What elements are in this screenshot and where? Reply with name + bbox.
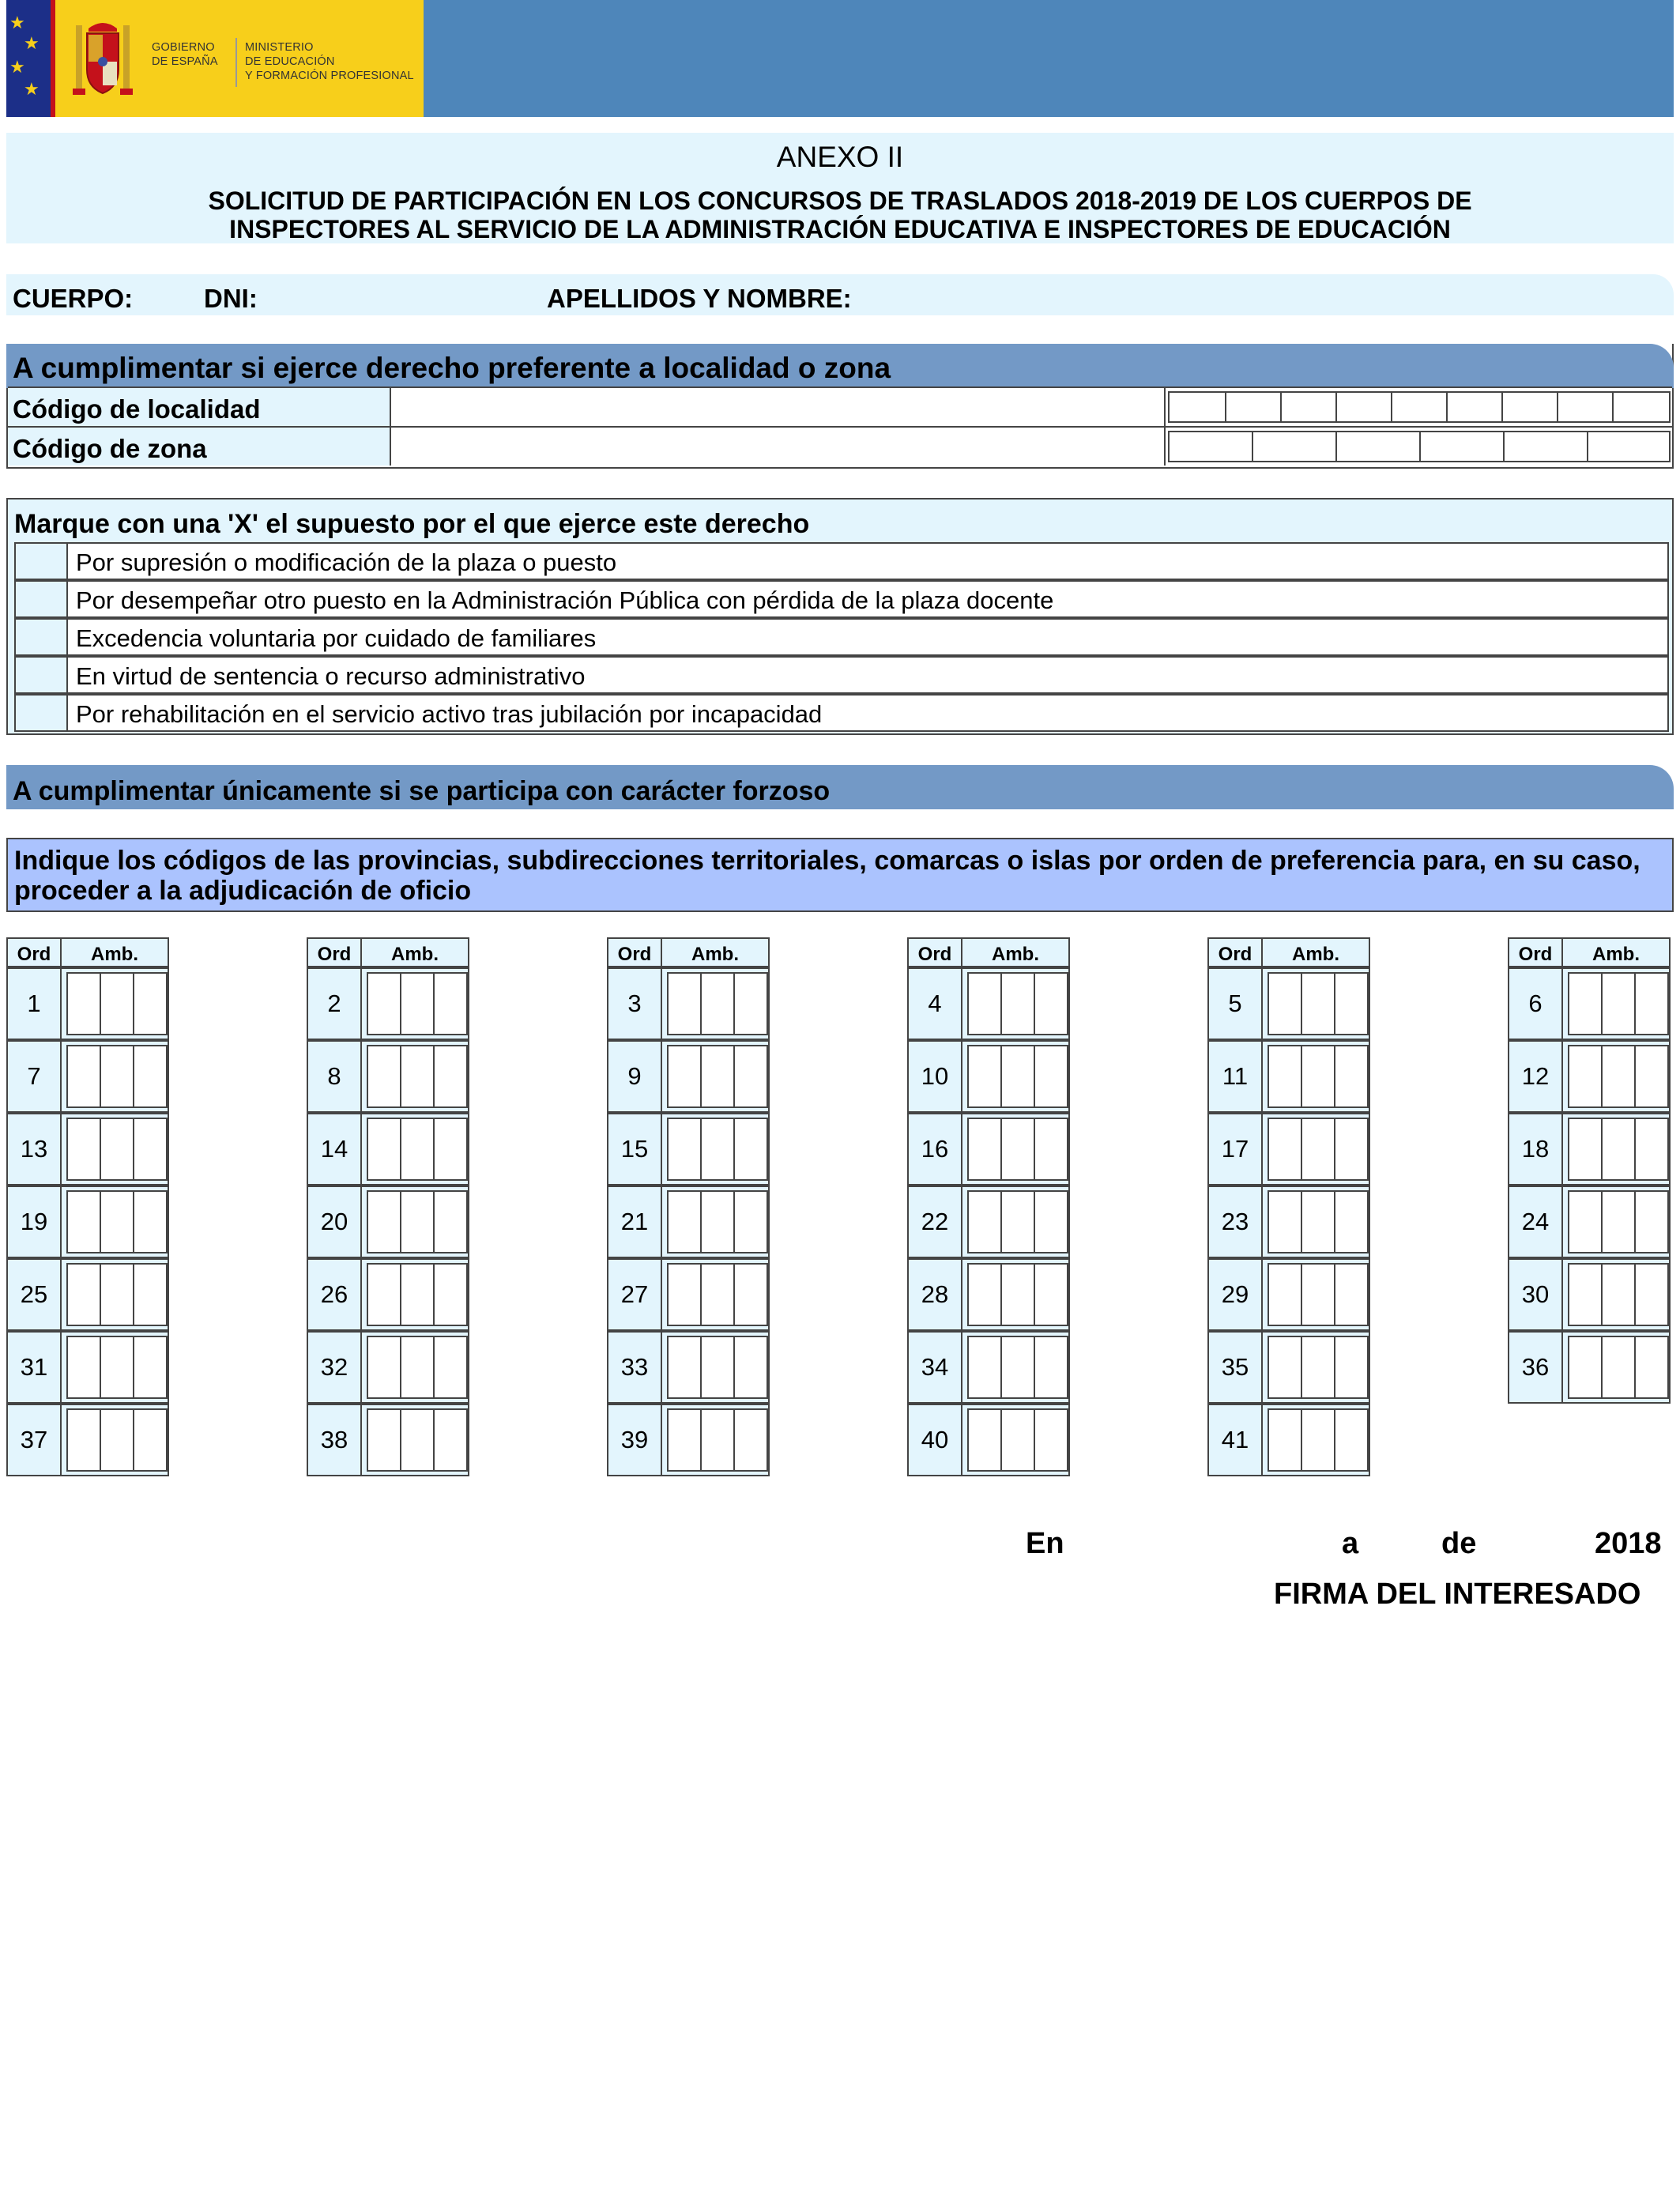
preference-number: 7 — [8, 1042, 62, 1111]
amb-header: Amb. — [91, 944, 138, 965]
supuesto-checkbox[interactable] — [16, 658, 68, 692]
supuesto-option — [14, 656, 1669, 694]
preference-number: 12 — [1509, 1042, 1563, 1111]
supuesto-checkbox[interactable] — [16, 620, 68, 654]
zona-code-boxes[interactable] — [1168, 431, 1671, 462]
amb-code-boxes[interactable] — [667, 972, 768, 1035]
supuesto-option-label: Excedencia voluntaria por cuidado de familiares — [68, 620, 1667, 654]
localidad-row — [8, 386, 1672, 426]
ministry-line-1: MINISTERIO — [245, 41, 314, 54]
cuerpo-label: CUERPO: — [13, 284, 134, 313]
preference-cell — [1508, 1186, 1671, 1258]
grid-column-header — [907, 937, 1070, 967]
supuesto-option — [14, 618, 1669, 656]
preference-number: 20 — [308, 1187, 362, 1257]
supuesto-option — [14, 580, 1669, 618]
amb-code-boxes[interactable] — [1268, 972, 1369, 1035]
preference-number: 2 — [308, 969, 362, 1039]
amb-code-boxes[interactable] — [967, 1263, 1068, 1326]
amb-code-boxes[interactable] — [66, 1118, 168, 1181]
preference-number: 22 — [909, 1187, 962, 1257]
signature-year: 2018 — [1595, 1527, 1662, 1560]
preference-number: 21 — [608, 1187, 662, 1257]
zona-label: Código de zona — [8, 428, 391, 466]
grid-column-header — [307, 937, 469, 967]
preference-cell — [307, 967, 469, 1040]
preference-cell — [1207, 1331, 1370, 1404]
localidad-code-boxes[interactable] — [1168, 391, 1671, 423]
grid-column-header — [6, 937, 169, 967]
preference-cell — [607, 1331, 770, 1404]
preference-cell — [6, 1113, 169, 1186]
signature-en: En — [1026, 1527, 1064, 1560]
preference-number: 36 — [1509, 1333, 1563, 1402]
preference-cell — [1207, 967, 1370, 1040]
supuesto-option-label: En virtud de sentencia o recurso administrativo — [68, 658, 1667, 692]
gov-line-2: DE ESPAÑA — [152, 55, 218, 68]
amb-code-boxes[interactable] — [66, 1045, 168, 1108]
amb-header: Amb. — [1592, 944, 1640, 965]
ministry-line-2: DE EDUCACIÓN — [245, 55, 335, 68]
preference-cell — [607, 1404, 770, 1476]
preference-cell — [6, 1258, 169, 1331]
amb-header: Amb. — [1292, 944, 1339, 965]
preference-cell — [607, 967, 770, 1040]
preference-number: 28 — [909, 1260, 962, 1329]
dni-label: DNI: — [204, 284, 258, 313]
preference-cell — [1207, 1258, 1370, 1331]
amb-code-boxes[interactable] — [1268, 1336, 1369, 1399]
amb-code-boxes[interactable] — [967, 972, 1068, 1035]
amb-code-boxes[interactable] — [667, 1336, 768, 1399]
amb-code-boxes[interactable] — [1568, 1336, 1669, 1399]
preference-cell — [6, 1040, 169, 1113]
preference-cell — [1207, 1040, 1370, 1113]
amb-code-boxes[interactable] — [367, 1118, 468, 1181]
ord-header: Ord — [608, 939, 662, 966]
ord-header: Ord — [1209, 939, 1263, 966]
preference-number: 6 — [1509, 969, 1563, 1039]
amb-code-boxes[interactable] — [1268, 1190, 1369, 1253]
preference-cell — [307, 1040, 469, 1113]
preferente-header — [6, 344, 1674, 388]
amb-code-boxes[interactable] — [967, 1336, 1068, 1399]
preference-number: 14 — [308, 1114, 362, 1184]
header-banner — [6, 0, 1674, 117]
amb-code-boxes[interactable] — [66, 1336, 168, 1399]
amb-code-boxes[interactable] — [1568, 1263, 1669, 1326]
preference-cell — [1508, 1113, 1671, 1186]
amb-code-boxes[interactable] — [967, 1118, 1068, 1181]
forzoso-header — [6, 765, 1674, 809]
amb-code-boxes[interactable] — [1268, 1045, 1369, 1108]
localidad-field[interactable] — [391, 388, 1166, 426]
preference-cell — [907, 1331, 1070, 1404]
amb-code-boxes[interactable] — [367, 1045, 468, 1108]
amb-code-boxes[interactable] — [1568, 972, 1669, 1035]
signature-de: de — [1441, 1527, 1477, 1560]
preference-number: 8 — [308, 1042, 362, 1111]
preference-number: 37 — [8, 1405, 62, 1475]
preference-number: 41 — [1209, 1405, 1263, 1475]
title-panel — [6, 133, 1674, 243]
preference-cell — [607, 1113, 770, 1186]
amb-code-boxes[interactable] — [667, 1263, 768, 1326]
preference-cell — [907, 1040, 1070, 1113]
grid-column-header — [607, 937, 770, 967]
preference-cell — [1508, 967, 1671, 1040]
amb-code-boxes[interactable] — [1268, 1408, 1369, 1472]
preference-number: 15 — [608, 1114, 662, 1184]
amb-code-boxes[interactable] — [66, 1408, 168, 1472]
preference-cell — [307, 1331, 469, 1404]
supuesto-option — [14, 694, 1669, 732]
preference-number: 39 — [608, 1405, 662, 1475]
preference-cell — [307, 1186, 469, 1258]
supuesto-checkbox[interactable] — [16, 544, 68, 579]
preference-cell — [907, 1113, 1070, 1186]
coat-of-arms-icon — [68, 14, 137, 103]
preference-number: 5 — [1209, 969, 1263, 1039]
amb-code-boxes[interactable] — [66, 1263, 168, 1326]
preference-number: 1 — [8, 969, 62, 1039]
supuesto-option-label: Por supresión o modificación de la plaza o puesto — [68, 544, 1667, 579]
preference-cell — [307, 1113, 469, 1186]
preference-number: 13 — [8, 1114, 62, 1184]
preference-cell — [607, 1186, 770, 1258]
supuesto-option — [14, 542, 1669, 580]
ord-header: Ord — [909, 939, 962, 966]
forzoso-instructions: Indique los códigos de las provincias, subdirecciones territoriales, comarcas o islas por orden de preferencia para, en su caso, proceder a la adjudicación de oficio — [14, 846, 1640, 906]
preference-number: 26 — [308, 1260, 362, 1329]
zona-row — [8, 426, 1672, 466]
preference-cell — [1508, 1040, 1671, 1113]
annex-title: ANEXO II — [776, 141, 904, 173]
government-logo — [6, 0, 424, 117]
preference-cell — [607, 1258, 770, 1331]
preference-number: 32 — [308, 1333, 362, 1402]
amb-code-boxes[interactable] — [967, 1408, 1068, 1472]
applicant-bar — [6, 274, 1674, 315]
preference-number: 27 — [608, 1260, 662, 1329]
amb-code-boxes[interactable] — [967, 1045, 1068, 1108]
amb-code-boxes[interactable] — [367, 1408, 468, 1472]
ord-header: Ord — [8, 939, 62, 966]
preference-number: 4 — [909, 969, 962, 1039]
eu-flag-icon: ★ ★ ★ ★ — [6, 0, 51, 117]
preference-cell — [307, 1258, 469, 1331]
preference-cell — [6, 1404, 169, 1476]
preference-cell — [607, 1040, 770, 1113]
amb-header: Amb. — [391, 944, 439, 965]
supuesto-title: Marque con una 'X' el supuesto por el que ejerce este derecho — [14, 509, 810, 539]
amb-code-boxes[interactable] — [367, 972, 468, 1035]
name-label: APELLIDOS Y NOMBRE: — [547, 284, 852, 313]
preference-number: 3 — [608, 969, 662, 1039]
supuesto-checkbox[interactable] — [16, 582, 68, 616]
spain-flag-stripe — [51, 0, 55, 117]
gov-line-1: GOBIERNO — [152, 41, 215, 54]
preference-number: 16 — [909, 1114, 962, 1184]
preference-cell — [1207, 1113, 1370, 1186]
preference-cell — [307, 1404, 469, 1476]
amb-code-boxes[interactable] — [367, 1263, 468, 1326]
supuesto-section — [6, 498, 1674, 735]
form-title-line-1: SOLICITUD DE PARTICIPACIÓN EN LOS CONCURSOS DE TRASLADOS 2018-2019 DE LOS CUERPOS DE — [208, 187, 1472, 215]
preference-number: 17 — [1209, 1114, 1263, 1184]
amb-code-boxes[interactable] — [367, 1190, 468, 1253]
signature-a: a — [1342, 1527, 1359, 1560]
amb-header: Amb. — [992, 944, 1039, 965]
forzoso-title: A cumplimentar únicamente si se participa con carácter forzoso — [13, 776, 831, 806]
preference-number: 34 — [909, 1333, 962, 1402]
form-title — [6, 187, 1674, 243]
preference-number: 25 — [8, 1260, 62, 1329]
preference-cell — [1508, 1331, 1671, 1404]
amb-code-boxes[interactable] — [66, 1190, 168, 1253]
preference-number: 18 — [1509, 1114, 1563, 1184]
preference-cell — [1207, 1186, 1370, 1258]
amb-code-boxes[interactable] — [667, 1190, 768, 1253]
amb-code-boxes[interactable] — [367, 1336, 468, 1399]
preference-number: 24 — [1509, 1187, 1563, 1257]
preference-cell — [1508, 1258, 1671, 1331]
logo-divider — [235, 38, 237, 87]
ministry-line-3: Y FORMACIÓN PROFESIONAL — [245, 70, 414, 82]
preference-cell — [907, 967, 1070, 1040]
preference-number: 31 — [8, 1333, 62, 1402]
ord-header: Ord — [1509, 939, 1563, 966]
preference-number: 33 — [608, 1333, 662, 1402]
ord-header: Ord — [308, 939, 362, 966]
supuesto-checkbox[interactable] — [16, 696, 68, 730]
supuesto-option-label: Por desempeñar otro puesto en la Administración Pública con pérdida de la plaza docente — [68, 582, 1667, 616]
preference-number: 29 — [1209, 1260, 1263, 1329]
preference-cell — [907, 1404, 1070, 1476]
preference-number: 38 — [308, 1405, 362, 1475]
supuesto-option-label: Por rehabilitación en el servicio activo tras jubilación por incapacidad — [68, 696, 1667, 730]
amb-code-boxes[interactable] — [667, 1118, 768, 1181]
amb-code-boxes[interactable] — [1568, 1045, 1669, 1108]
amb-code-boxes[interactable] — [1568, 1190, 1669, 1253]
preferente-title: A cumplimentar si ejerce derecho preferente a localidad o zona — [13, 352, 891, 384]
grid-column-header — [1508, 937, 1671, 967]
preference-cell — [6, 1331, 169, 1404]
preference-cell — [6, 967, 169, 1040]
amb-code-boxes[interactable] — [967, 1190, 1068, 1253]
amb-header: Amb. — [691, 944, 739, 965]
amb-code-boxes[interactable] — [1268, 1118, 1369, 1181]
preference-number: 40 — [909, 1405, 962, 1475]
preference-cell — [907, 1258, 1070, 1331]
preference-cell — [1207, 1404, 1370, 1476]
amb-code-boxes[interactable] — [66, 972, 168, 1035]
amb-code-boxes[interactable] — [667, 1045, 768, 1108]
amb-code-boxes[interactable] — [1268, 1263, 1369, 1326]
preference-number: 35 — [1209, 1333, 1263, 1402]
localidad-label: Código de localidad — [8, 388, 391, 426]
preference-number: 9 — [608, 1042, 662, 1111]
zona-field[interactable] — [391, 428, 1166, 466]
grid-column-header — [1207, 937, 1370, 967]
preference-number: 10 — [909, 1042, 962, 1111]
preference-number: 11 — [1209, 1042, 1263, 1111]
preference-number: 30 — [1509, 1260, 1563, 1329]
preferente-section — [6, 344, 1674, 469]
amb-code-boxes[interactable] — [667, 1408, 768, 1472]
preference-number: 19 — [8, 1187, 62, 1257]
amb-code-boxes[interactable] — [1568, 1118, 1669, 1181]
forzoso-instructions-box — [6, 838, 1674, 912]
preference-cell — [6, 1186, 169, 1258]
preference-cell — [907, 1186, 1070, 1258]
form-title-line-2: INSPECTORES AL SERVICIO DE LA ADMINISTRACIÓN EDUCATIVA E INSPECTORES DE EDUCACIÓN — [229, 215, 1451, 243]
preference-number: 23 — [1209, 1187, 1263, 1257]
signature-label: FIRMA DEL INTERESADO — [1274, 1578, 1641, 1611]
